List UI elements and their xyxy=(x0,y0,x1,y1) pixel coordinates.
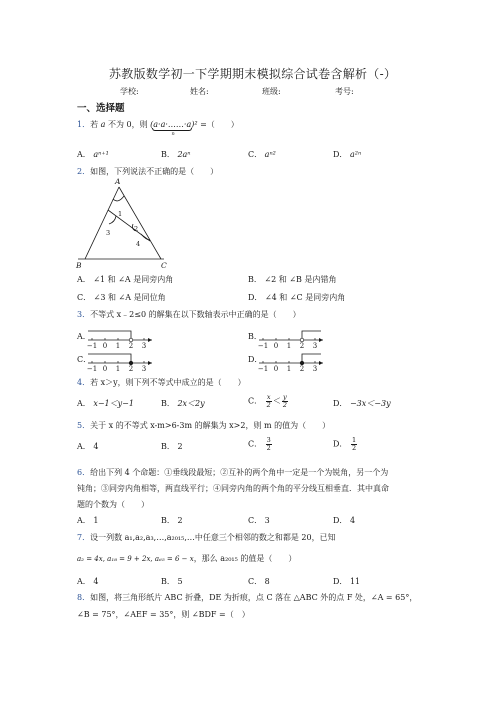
q1-option-c[interactable] xyxy=(248,149,276,160)
angle-3-arc xyxy=(109,216,116,224)
info-id: 考号: xyxy=(335,87,354,96)
q2-option-d[interactable] xyxy=(248,292,345,303)
option-letter: C． xyxy=(248,396,263,406)
question-number: 2． xyxy=(77,167,91,176)
option-text: −3x＜−3y xyxy=(349,399,391,408)
tick-label: −1 xyxy=(86,365,98,373)
tick-label: 1 xyxy=(286,342,292,350)
q3-option-c-label[interactable]: C． xyxy=(77,355,92,364)
option-letter: B． xyxy=(161,516,175,525)
option-text: 8 xyxy=(264,577,270,586)
option-text: ∠1 和 ∠A 是同旁内角 xyxy=(93,275,174,284)
q7-option-d[interactable] xyxy=(333,576,360,587)
option-letter: D． xyxy=(333,439,348,449)
tick-label: 2 xyxy=(299,365,305,373)
fraction-numerator: 3 xyxy=(266,436,271,444)
option-text: ＜ xyxy=(272,396,281,406)
tick-label: 3 xyxy=(312,342,318,350)
option-text: 3 xyxy=(264,516,270,525)
option-letter: D． xyxy=(333,577,348,586)
option-text: 2x＜2y xyxy=(177,399,205,408)
solution-ray xyxy=(88,354,131,363)
fraction-denominator: 2 xyxy=(351,444,357,452)
fraction-denominator: 2 xyxy=(266,444,271,452)
question-4 xyxy=(77,377,246,388)
option-text: 4 xyxy=(93,442,99,451)
math-var: a xyxy=(100,120,106,129)
fraction-numerator: y xyxy=(283,393,287,401)
q3-option-a-label[interactable]: A． xyxy=(77,332,91,341)
question-6 xyxy=(77,465,389,513)
option-text: aⁿ⁺¹ xyxy=(93,150,109,159)
question-number: 5． xyxy=(77,421,91,430)
question-text: 不为 0，则 xyxy=(107,120,148,129)
fraction xyxy=(351,437,357,452)
q2-option-c[interactable] xyxy=(77,292,166,303)
question-text: 如图，下列说法不正确的是（ ） xyxy=(90,167,219,176)
tick-label: 3 xyxy=(312,365,318,373)
question-number: 6． xyxy=(77,468,91,477)
question-line xyxy=(77,465,389,481)
info-class: 班级: xyxy=(262,87,281,96)
option-text: 1 xyxy=(93,516,99,525)
question-2 xyxy=(77,166,218,177)
fraction xyxy=(266,437,272,452)
q6-option-c[interactable] xyxy=(248,515,270,526)
q7-option-c[interactable] xyxy=(248,576,270,587)
q3-option-b-label[interactable]: B． xyxy=(248,332,262,341)
angle-3-label: 3 xyxy=(106,229,111,237)
question-text: 设一列数 a₁,a₂,a₃,…,a₂₀₁₅,…中任意三个相邻的数之和都是 20，已知 xyxy=(90,533,336,542)
question-text: 若 xyxy=(90,120,99,129)
option-text: 2 xyxy=(177,516,183,525)
question-number: 8． xyxy=(77,593,91,602)
tick-label: 1 xyxy=(115,342,121,350)
angle-2-label: 2 xyxy=(134,225,139,233)
question-number: 3． xyxy=(77,310,91,319)
option-text: 4 xyxy=(349,516,356,525)
option-letter: B． xyxy=(161,442,175,451)
question-line: 题的个数为（ ） xyxy=(77,500,149,509)
option-letter: D． xyxy=(333,399,348,408)
axis-arrow xyxy=(319,338,323,342)
axis-arrow xyxy=(319,361,323,365)
tick-label: 1 xyxy=(115,365,121,373)
fraction-denominator: 2 xyxy=(266,401,271,409)
tick-label: 3 xyxy=(141,342,147,350)
q4-option-c[interactable] xyxy=(248,394,289,409)
closed-endpoint xyxy=(129,361,133,365)
q1-option-a[interactable] xyxy=(77,149,109,160)
question-line: 钝角；③同旁内角相等，两直线平行；④同旁内角的两个角的平分线互相垂直．其中真命 xyxy=(77,484,389,493)
info-name: 姓名: xyxy=(190,87,209,96)
transversal-line xyxy=(108,210,150,241)
question-7-line-2 xyxy=(77,553,296,565)
question-text: =（ ） xyxy=(200,120,239,129)
question-8-line-2: ∠B = 75°，∠AEF = 35°，则 ∠BDF =（ ） xyxy=(77,610,250,619)
q5-option-a[interactable] xyxy=(77,441,98,452)
fraction xyxy=(282,394,288,409)
q5-option-c[interactable] xyxy=(248,437,273,452)
option-letter: C． xyxy=(248,577,263,586)
tick-label: 2 xyxy=(128,342,134,350)
option-letter: B． xyxy=(161,150,175,159)
solution-ray xyxy=(88,331,131,340)
question-5 xyxy=(77,420,330,431)
option-letter: C． xyxy=(248,150,263,159)
option-text: ∠3 和 ∠A 是同位角 xyxy=(93,293,166,302)
angle-2-arc xyxy=(133,224,138,231)
question-number: 4． xyxy=(77,378,91,387)
option-text: 4 xyxy=(93,577,99,586)
formula: a₂ = 4x, a₁₈ = 9 + 2x, a₆₅ = 6 − x xyxy=(77,555,194,563)
triangle-side-ac xyxy=(119,187,161,259)
option-letter: C． xyxy=(77,293,92,302)
q4-option-b[interactable] xyxy=(161,398,205,409)
tick-label: 0 xyxy=(273,365,279,373)
question-1 xyxy=(77,119,239,137)
solution-ray xyxy=(302,331,321,340)
question-8 xyxy=(77,592,417,603)
q4-option-d[interactable] xyxy=(333,398,391,409)
option-letter: B． xyxy=(161,577,175,586)
info-school: 学校: xyxy=(120,87,139,96)
q2-option-b[interactable] xyxy=(248,274,336,285)
q7-option-b[interactable] xyxy=(161,576,183,587)
formula-sub: n xyxy=(171,131,175,137)
option-letter: C． xyxy=(248,516,263,525)
option-text: aⁿ² xyxy=(264,150,276,159)
vertex-c-label: C xyxy=(161,261,167,270)
option-letter: D． xyxy=(333,516,348,525)
option-text: 11 xyxy=(349,577,361,586)
closed-endpoint xyxy=(300,361,304,365)
tick-label: 0 xyxy=(102,342,108,350)
angle-4-label: 4 xyxy=(136,240,141,248)
axis-arrow xyxy=(148,361,152,365)
question-text: 如图，将三角形纸片 ABC 折叠，DE 为折痕，点 C 落在 △ABC 外的点 F 处，∠A = 65°， xyxy=(90,593,418,602)
option-text: a²ⁿ xyxy=(349,150,362,159)
q6-option-b[interactable] xyxy=(161,515,183,526)
axis-arrow xyxy=(148,338,152,342)
q1-option-b[interactable] xyxy=(161,149,191,160)
vertex-b-label: B xyxy=(76,261,82,270)
section-heading: 一、选择题 xyxy=(77,103,125,114)
option-letter: A． xyxy=(77,516,91,525)
tick-label: −1 xyxy=(257,342,269,350)
q7-option-a[interactable] xyxy=(77,576,98,587)
q6-option-a[interactable] xyxy=(77,515,98,526)
question-text: 若 x＞y，则下列不等式中成立的是（ ） xyxy=(90,378,246,387)
formula xyxy=(150,119,198,137)
angle-4-arc xyxy=(141,234,150,240)
tick-label: 0 xyxy=(102,365,108,373)
q6-option-d[interactable] xyxy=(333,515,355,526)
q1-option-d[interactable] xyxy=(333,149,361,160)
q4-option-a[interactable] xyxy=(77,398,134,409)
option-letter: C． xyxy=(248,439,263,449)
tick-label: 1 xyxy=(286,365,292,373)
question-number: 1． xyxy=(77,120,91,129)
option-text: ∠2 和 ∠B 是内错角 xyxy=(264,275,337,284)
question-3 xyxy=(77,309,301,320)
option-letter: D． xyxy=(333,150,348,159)
open-endpoint xyxy=(129,338,133,342)
number-line-b xyxy=(258,331,323,350)
angle-1-arc xyxy=(113,196,124,201)
question-text: ，那么 a₂₀₁₅ 的值是（ ） xyxy=(193,554,297,563)
option-letter: A． xyxy=(77,150,91,159)
question-text: 不等式 x﹣2≤0 的解集在以下数轴表示中正确的是（ ） xyxy=(90,310,301,319)
option-letter: B． xyxy=(248,275,262,284)
option-text: 5 xyxy=(177,577,183,586)
option-text: 2 xyxy=(177,442,183,451)
option-letter: A． xyxy=(77,577,91,586)
number-line-a xyxy=(87,331,152,350)
option-letter: A． xyxy=(77,442,91,451)
document-title: 苏教版数学初一下学期期末模拟综合试卷含解析（-） xyxy=(109,67,397,81)
q5-option-d[interactable] xyxy=(333,437,358,452)
tick-label: 3 xyxy=(141,365,147,373)
option-text: ∠4 和 ∠C 是同旁内角 xyxy=(264,293,346,302)
question-number: 7． xyxy=(77,533,91,542)
question-text: 关于 x 的不等式 x-m>6-3m 的解集为 x>2，则 m 的值为（ ） xyxy=(90,421,331,430)
q5-option-b[interactable] xyxy=(161,441,183,452)
tick-label: 2 xyxy=(299,342,305,350)
number-line-c xyxy=(87,354,152,373)
formula-body: (a·a·……·a)² xyxy=(150,120,198,129)
solution-ray xyxy=(302,354,321,363)
tick-label: 0 xyxy=(273,342,279,350)
angle-1-label: 1 xyxy=(118,210,123,218)
option-letter: A． xyxy=(77,399,91,408)
option-letter: D． xyxy=(248,293,263,302)
fraction-denominator: 2 xyxy=(282,401,287,409)
tick-label: 2 xyxy=(128,365,134,373)
question-text: 给出下列 4 个命题：①垂线段最短；②互补的两个角中一定是一个为锐角，另一个为 xyxy=(90,468,389,477)
fraction-numerator: x xyxy=(266,393,271,401)
question-7 xyxy=(77,532,336,543)
tick-label: −1 xyxy=(257,365,269,373)
tick-label: −1 xyxy=(86,342,98,350)
option-letter: B． xyxy=(161,399,175,408)
option-text: 2aⁿ xyxy=(177,150,191,159)
option-letter: A． xyxy=(77,275,91,284)
fraction-numerator: 1 xyxy=(351,436,357,444)
triangle-side-ab xyxy=(85,187,119,259)
vertex-a-label: A xyxy=(115,177,121,186)
fraction xyxy=(266,394,272,409)
q3-option-d-label[interactable]: D． xyxy=(248,355,263,364)
open-endpoint xyxy=(300,338,304,342)
option-text: x−1＜y−1 xyxy=(93,399,134,408)
q2-option-a[interactable] xyxy=(77,274,173,285)
number-line-d xyxy=(258,354,323,373)
